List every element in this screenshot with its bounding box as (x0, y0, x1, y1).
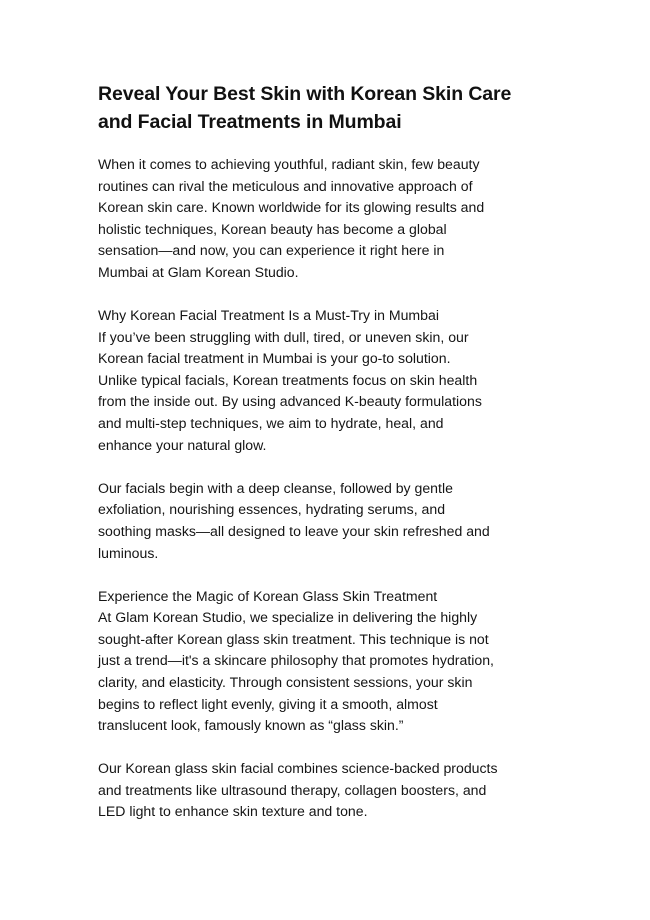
text-line: luminous. (98, 544, 159, 561)
section-heading-line: Why Korean Facial Treatment Is a Must-Try in Mumbai (98, 307, 439, 324)
text-line: Mumbai at Glam Korean Studio. (98, 263, 299, 280)
text-line: Unlike typical facials, Korean treatments focus on skin health (98, 371, 478, 388)
title-line: and Facial Treatments in Mumbai (98, 111, 402, 133)
text-line: If you’ve been struggling with dull, tired, or uneven skin, our (98, 328, 469, 345)
document-page (98, 80, 568, 845)
text-line: At Glam Korean Studio, we specialize in delivering the highly (98, 609, 478, 626)
text-line: Korean skin care. Known worldwide for its glowing results and (98, 199, 485, 216)
text-line: sensation—and now, you can experience it right here in (98, 242, 445, 259)
text-line: exfoliation, nourishing essences, hydrating serums, and (98, 501, 446, 518)
text-line: clarity, and elasticity. Through consistent sessions, your skin (98, 673, 473, 690)
facial-steps-paragraph (98, 478, 568, 564)
text-line: Korean facial treatment in Mumbai is your go-to solution. (98, 350, 451, 367)
text-line: Our facials begin with a deep cleanse, followed by gentle (98, 479, 453, 496)
title-line: Reveal Your Best Skin with Korean Skin Care (98, 83, 512, 105)
page-title (98, 80, 568, 136)
text-line: soothing masks—all designed to leave your skin refreshed and (98, 522, 490, 539)
facial-treatment-paragraph (98, 305, 568, 456)
section-heading-line: Experience the Magic of Korean Glass Skin Treatment (98, 587, 438, 604)
text-line: LED light to enhance skin texture and tone. (98, 803, 368, 820)
text-line: begins to reflect light evenly, giving it a smooth, almost (98, 695, 438, 712)
text-line: When it comes to achieving youthful, radiant skin, few beauty (98, 156, 480, 172)
text-line: Our Korean glass skin facial combines science-backed products (98, 760, 498, 777)
text-line: and multi-step techniques, we aim to hydrate, heal, and (98, 415, 444, 432)
text-line: and treatments like ultrasound therapy, collagen boosters, and (98, 781, 487, 798)
text-line: routines can rival the meticulous and innovative approach of (98, 177, 473, 194)
text-line: holistic techniques, Korean beauty has become a global (98, 220, 447, 237)
text-line: from the inside out. By using advanced K-beauty formulations (98, 393, 482, 410)
intro-paragraph (98, 154, 568, 284)
glass-skin-facial-paragraph (98, 758, 568, 823)
glass-skin-paragraph (98, 586, 568, 737)
text-line: just a trend—it's a skincare philosophy that promotes hydration, (98, 652, 494, 669)
text-line: sought-after Korean glass skin treatment. This technique is not (98, 630, 489, 647)
text-line: enhance your natural glow. (98, 436, 267, 453)
text-line: translucent look, famously known as “glass skin.” (98, 717, 404, 734)
